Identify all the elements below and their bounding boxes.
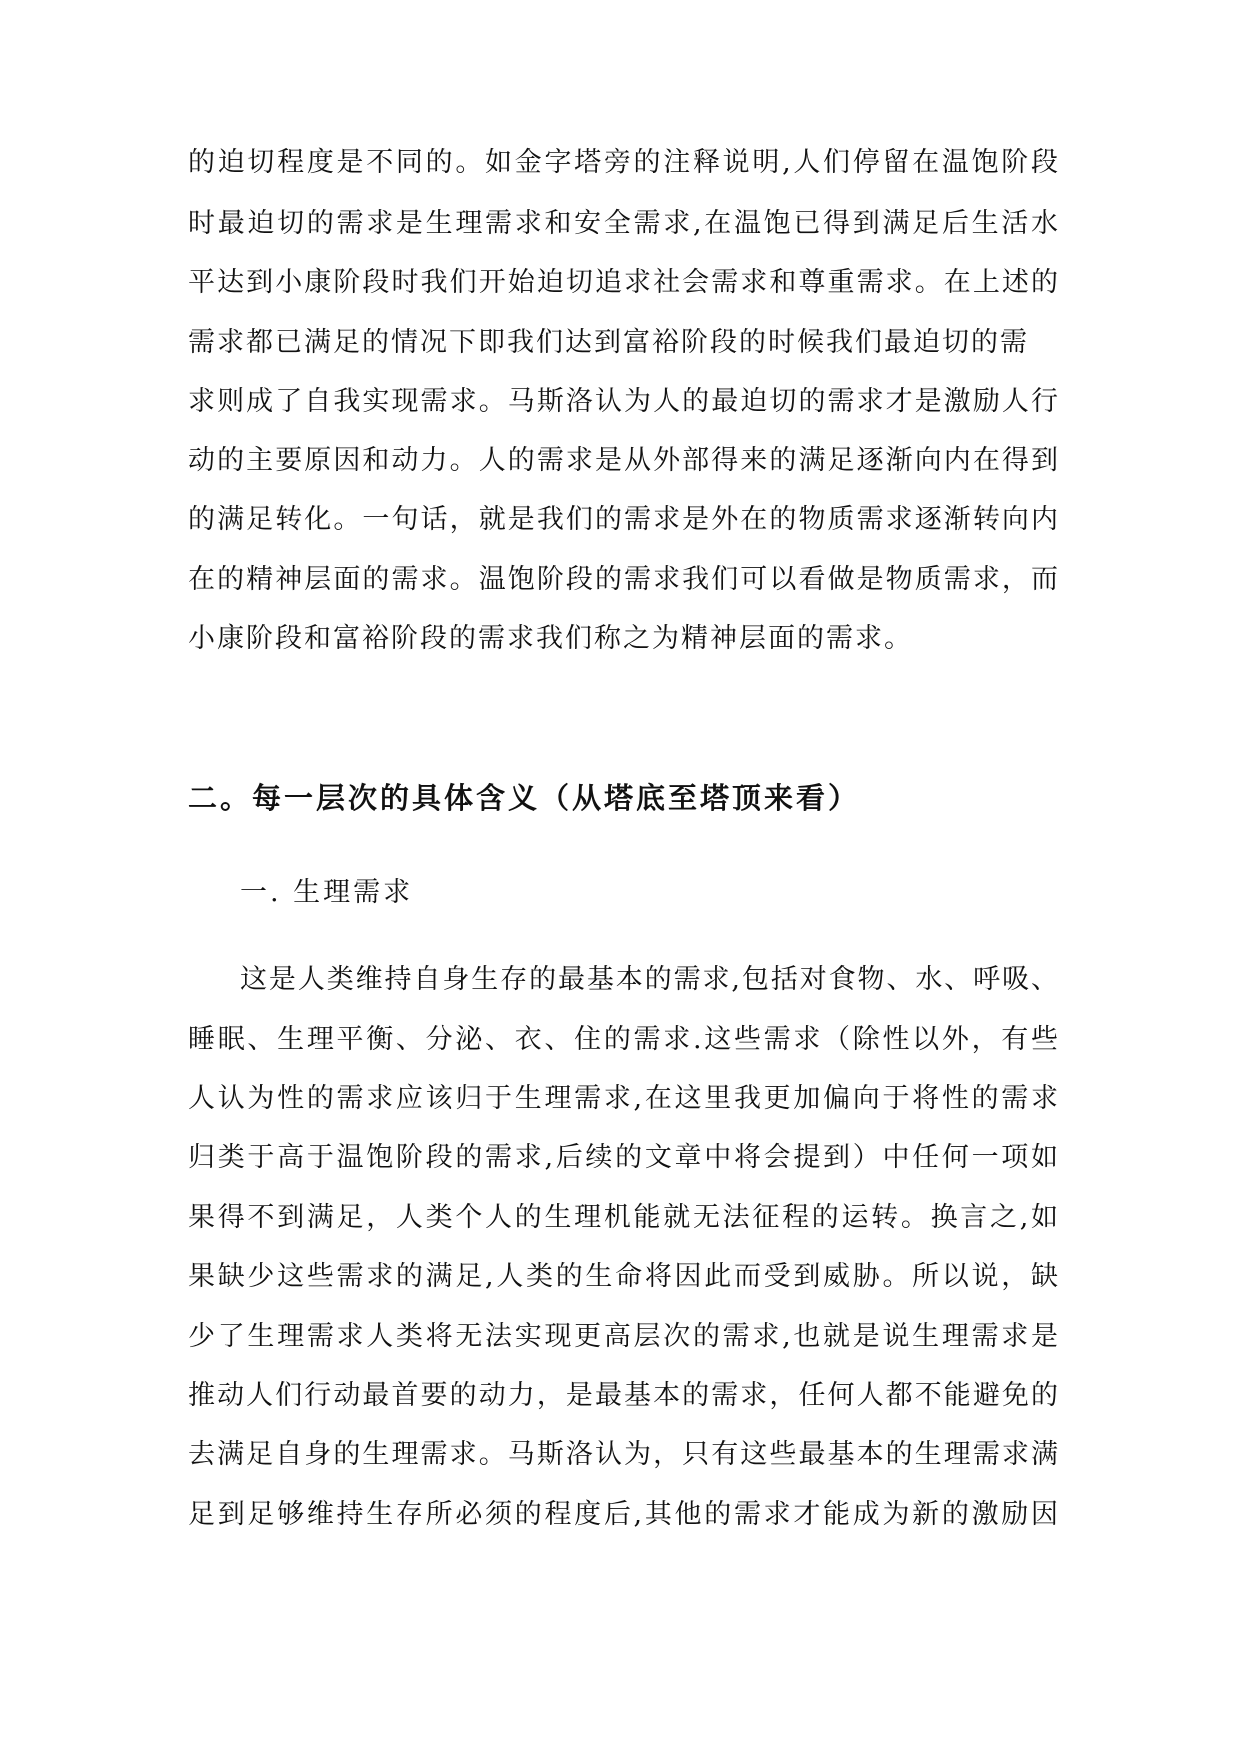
paragraph-line: 果得不到满足，人类个人的生理机能就无法征程的运转。换言之,如 — [188, 1202, 1058, 1233]
paragraph-line: 的迫切程度是不同的。如金字塔旁的注释说明,人们停留在温饱阶段 — [188, 147, 1058, 178]
paragraph-line: 睡眠、生理平衡、分泌、衣、住的需求.这些需求（除性以外，有些 — [188, 1024, 1058, 1055]
paragraph-line: 平达到小康阶段时我们开始迫切追求社会需求和尊重需求。在上述的 — [188, 267, 1058, 298]
paragraph-line: 果缺少这些需求的满足,人类的生命将因此而受到威胁。所以说，缺 — [188, 1261, 1058, 1292]
paragraph-line: 在的精神层面的需求。温饱阶段的需求我们可以看做是物质需求，而 — [188, 564, 1058, 595]
paragraph-line: 足到足够维持生存所必须的程度后,其他的需求才能成为新的激励因 — [188, 1499, 1058, 1530]
paragraph-line: 的满足转化。一句话，就是我们的需求是外在的物质需求逐渐转向内 — [188, 504, 1058, 535]
paragraph-line: 求则成了自我实现需求。马斯洛认为人的最迫切的需求才是激励人行 — [188, 386, 1058, 417]
paragraph-line: 动的主要原因和动力。人的需求是从外部得来的满足逐渐向内在得到 — [188, 445, 1058, 476]
paragraph-line: 时最迫切的需求是生理需求和安全需求,在温饱已得到满足后生活水 — [188, 208, 1058, 239]
paragraph-line: 少了生理需求人类将无法实现更高层次的需求,也就是说生理需求是 — [188, 1321, 1058, 1352]
section-heading: 二。每一层次的具体含义（从塔底至塔顶来看） — [188, 781, 861, 815]
paragraph-line: 人认为性的需求应该归于生理需求,在这里我更加偏向于将性的需求 — [188, 1083, 1058, 1114]
paragraph-line: 归类于高于温饱阶段的需求,后续的文章中将会提到）中任何一项如 — [188, 1142, 1058, 1173]
paragraph-line: 需求都已满足的情况下即我们达到富裕阶段的时候我们最迫切的需 — [188, 327, 1029, 358]
paragraph-line: 这是人类维持自身生存的最基本的需求,包括对食物、水、呼吸、 — [240, 964, 1058, 995]
subsection-heading: 一. 生理需求 — [240, 877, 414, 908]
paragraph-line: 推动人们行动最首要的动力，是最基本的需求，任何人都不能避免的 — [188, 1380, 1058, 1411]
paragraph-line: 去满足自身的生理需求。马斯洛认为，只有这些最基本的生理需求满 — [188, 1439, 1058, 1470]
paragraph-line: 小康阶段和富裕阶段的需求我们称之为精神层面的需求。 — [188, 623, 913, 654]
